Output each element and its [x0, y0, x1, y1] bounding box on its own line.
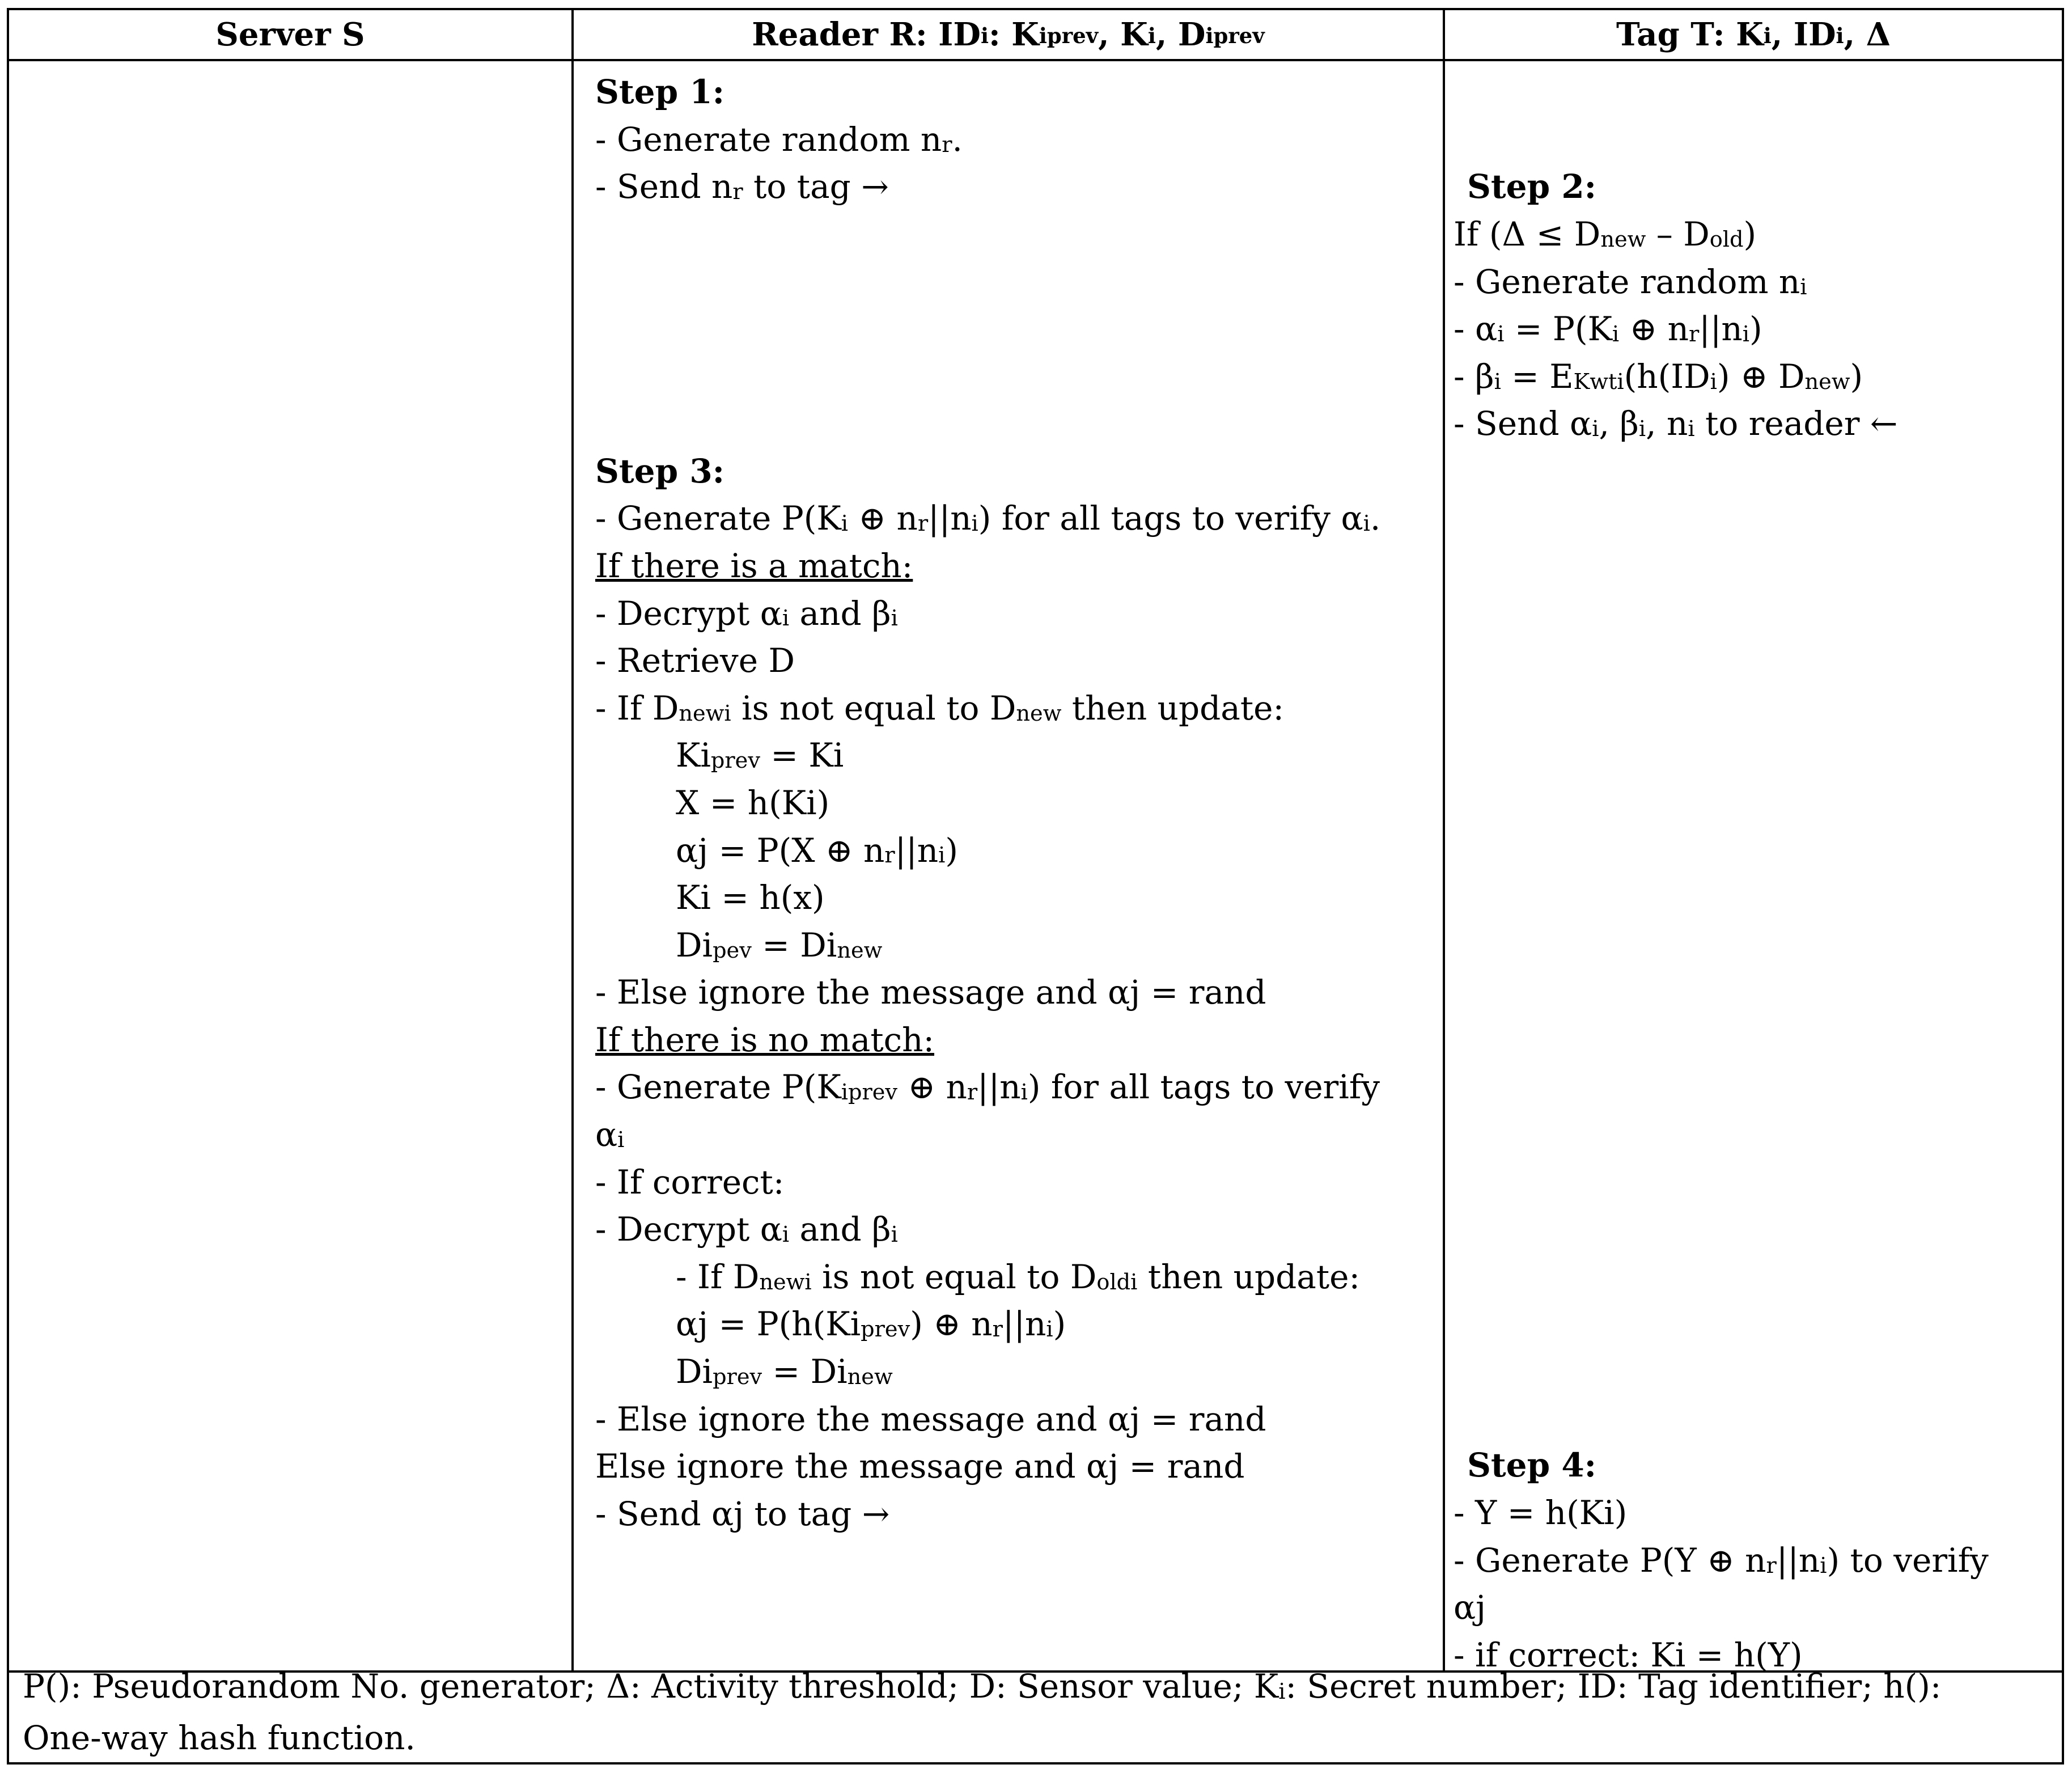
reader-line: - If correct:	[595, 1162, 785, 1201]
reader-line: - Generate $P(K_{iprev}$ ⊕ $n_r||n_i$) for all tags to verify	[595, 1068, 1380, 1107]
tag-line: - Y = h(Ki)	[1454, 1493, 1628, 1532]
tag-line: - $\alpha_i = P(K_i$ ⊕ $n_r||n_i$)	[1454, 310, 1762, 349]
reader-update-line: - If $D_{newi}$ is not equal to $D_{oldi}$ then update:	[676, 1257, 1360, 1296]
reader-line: Else ignore the message and αj = rand	[595, 1447, 1245, 1486]
reader-line: - If $D_{newi}$ is not equal to $D_{new}$ then update:	[595, 688, 1285, 727]
header-reader: Reader R: ID $_i$ : K $_{iprev}$ , K $_i$ , D $_{iprev}$	[752, 16, 1265, 53]
tag-step-4-body	[1454, 1490, 1989, 1679]
reader-update-line: $\alpha j = P(h(Ki_{prev})$ ⊕ $n_r||n_i$)	[676, 1305, 1066, 1344]
tag-line: - Generate P(Y ⊕ $n_r||n_i$) to verify	[1454, 1541, 1989, 1580]
tag-column-body	[1454, 211, 1898, 448]
footnote-line-1: P(): Pseudorandom No. generator; Δ: Activity threshold; D: Sensor value; $K_i$: Secret number; ID: Tag identifier; h():	[23, 1667, 1942, 1706]
reader-line: - Decrypt $\alpha_i$ and $\beta_i$	[595, 594, 898, 633]
reader-line: - Generate $P(K_i$ ⊕ $n_r||n_i$) for all tags to verify $\alpha_i$.	[595, 499, 1381, 538]
reader-step-3: Step 3:	[595, 451, 725, 490]
tag-line: - Generate random $n_i$	[1454, 262, 1807, 301]
no-match-heading: If there is no match:	[595, 1020, 935, 1059]
reader-line: - Else ignore the message and αj = rand	[595, 973, 1266, 1012]
reader-update-line: αj = P(X ⊕ $n_r||n_i$)	[676, 831, 959, 870]
reader-line: - Decrypt $\alpha_i$ and $\beta_i$	[595, 1210, 898, 1249]
match-heading: If there is a match:	[595, 546, 913, 585]
footnote-line-2: One-way hash function.	[23, 1718, 416, 1757]
protocol-table	[7, 8, 2064, 1764]
reader-line: - Else ignore the message and αj = rand	[595, 1399, 1266, 1438]
reader-line: - Send αj to tag →	[595, 1494, 890, 1533]
tag-line: - if correct: Ki = h(Y)	[1454, 1635, 1803, 1674]
reader-update-line: X = h(Ki)	[676, 783, 830, 822]
tag-line: - Send $\alpha_i$, $\beta_i$, $n_i$ to reader ←	[1454, 404, 1898, 443]
reader-update-line: $Di_{pev} = Di_{new}$	[676, 925, 883, 964]
reader-update-line: $Di_{prev} = Di_{new}$	[676, 1352, 893, 1391]
tag-line: - $\beta_i = E_{Kwti}(h(ID_i)$ ⊕ $D_{new}$)	[1454, 357, 1863, 396]
reader-step-1: Step 1:	[595, 73, 725, 111]
reader-line: $\alpha_i$	[595, 1115, 625, 1154]
header-tag: Tag T: K $_i$ , ID $_i$ , Δ	[1616, 16, 1891, 53]
tag-column	[1467, 163, 1596, 211]
tag-step-4: Step 4:	[1467, 1446, 1597, 1484]
column-divider-1	[571, 10, 574, 1673]
reader-update-line: $Ki_{prev} = Ki$	[676, 736, 844, 775]
header-server: Server S	[215, 16, 365, 53]
reader-line: - Generate random $n_r$.	[595, 120, 963, 159]
server-column	[9, 61, 571, 1670]
tag-line: If $(\Delta \le D_{new} - D_{old})$	[1454, 215, 1757, 253]
reader-update-line: Ki = h(x)	[676, 878, 825, 917]
reader-line: - Retrieve D	[595, 641, 795, 680]
tag-line: αj	[1454, 1588, 1486, 1627]
tag-step-2: Step 2:	[1467, 167, 1597, 206]
footnote	[23, 1663, 2041, 1762]
reader-column	[595, 69, 1380, 1538]
column-divider-2	[1443, 10, 1445, 1673]
reader-line: - Send $n_r$ to tag →	[595, 167, 889, 206]
tag-step-4-block	[1467, 1442, 1596, 1490]
